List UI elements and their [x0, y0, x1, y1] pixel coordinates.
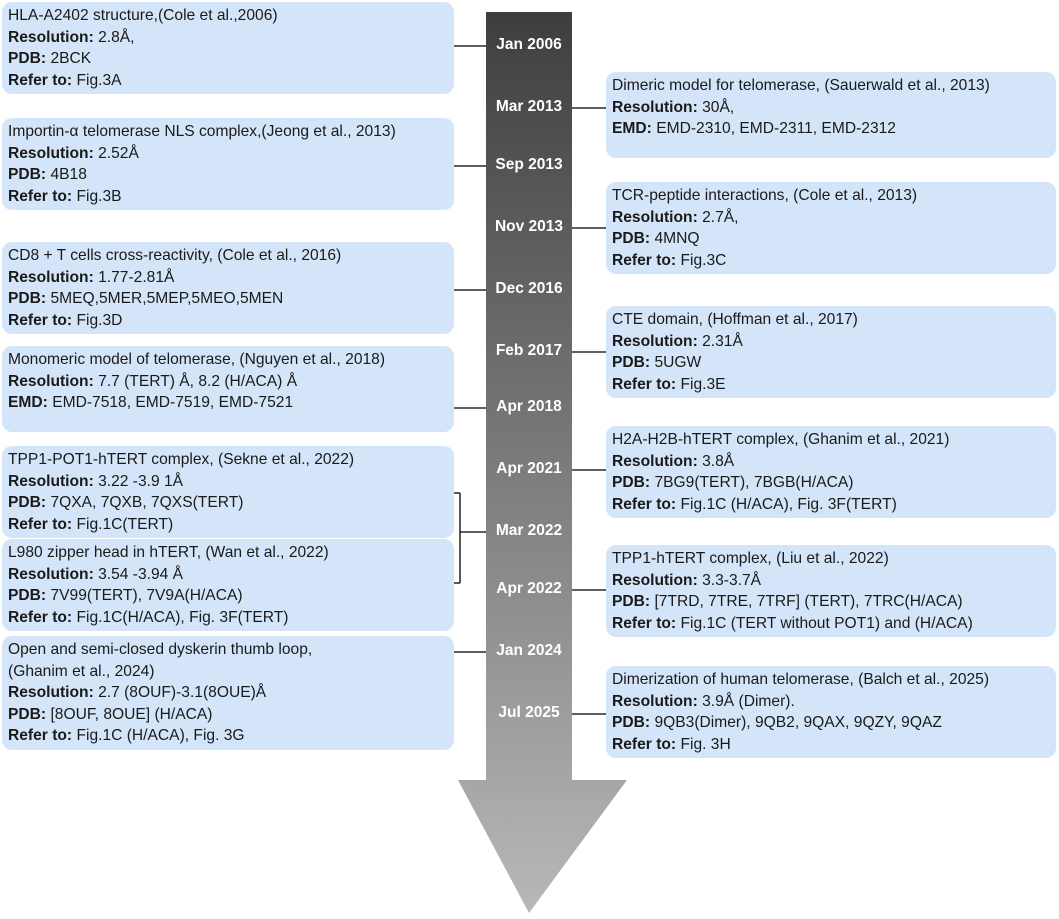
field-value: 1.77-2.81Å [93, 268, 175, 286]
field-label: Resolution: [8, 372, 94, 390]
field-label: Refer to: [8, 727, 73, 744]
field-value: 3.22 -3.9 1Å [93, 472, 184, 490]
entry-title: Importin-α telomerase NLS complex,(Jeong et al., 2013) [8, 123, 396, 140]
field-label: PDB: [8, 705, 47, 723]
entry-field [612, 118, 1048, 140]
entry-box-cte-domain [606, 306, 1056, 398]
date-label: Feb 2017 [495, 342, 563, 359]
field-value: Fig.3B [72, 187, 122, 205]
entry-field [8, 514, 446, 536]
entry-field [612, 228, 1048, 250]
entry-title: H2A-H2B-hTERT complex, (Ghanim et al., 2021) [612, 431, 950, 448]
entry-box-importin-nls [2, 118, 454, 210]
field-value: Fig. 3H [676, 735, 731, 753]
entry-title: (Ghanim et al., 2024) [8, 662, 155, 680]
entry-title: CD8 + T cells cross-reactivity, (Cole et al., 2016) [8, 247, 342, 264]
field-label: Resolution: [612, 452, 698, 470]
field-label: PDB: [8, 494, 47, 511]
field-value: Fig.1C (H/ACA), Fig. 3G [72, 727, 245, 744]
entry-field [8, 371, 446, 393]
field-value: 5UGW [650, 354, 702, 371]
entry-title: TCR-peptide interactions, (Cole et al., 2013) [612, 187, 918, 204]
entry-title: Monomeric model of telomerase, (Nguyen et al., 2018) [8, 351, 386, 368]
field-value: Fig.1C(TERT) [72, 515, 174, 533]
field-label: Refer to: [8, 187, 73, 205]
field-label: PDB: [612, 714, 651, 731]
entry-title: L980 zipper head in hTERT, (Wan et al., 2022) [8, 544, 329, 561]
field-label: Resolution: [612, 692, 698, 710]
entry-field [8, 310, 446, 332]
date-label: Apr 2018 [496, 398, 562, 415]
field-label: Refer to: [8, 515, 73, 533]
entry-field [612, 207, 1048, 229]
entry-field [8, 704, 446, 726]
entry-field [8, 27, 446, 49]
entry-box-tpp1-htert [606, 545, 1056, 637]
field-value: 2.31Å [697, 332, 743, 350]
entry-field [612, 97, 1048, 119]
field-label: PDB: [8, 290, 47, 307]
entry-field [8, 164, 446, 186]
field-value: 7V99(TERT), 7V9A(H/ACA) [46, 587, 243, 604]
field-label: Resolution: [8, 565, 94, 583]
entry-field [8, 682, 446, 704]
date-label: Apr 2021 [496, 460, 562, 477]
entry-field [8, 186, 446, 208]
entry-field [612, 250, 1048, 272]
field-label: Resolution: [612, 98, 698, 116]
field-value: 7.7 (TERT) Å, 8.2 (H/ACA) Å [93, 372, 298, 390]
date-label: Mar 2013 [495, 98, 563, 115]
entry-box-tcr-peptide [606, 182, 1056, 274]
entry-field [612, 331, 1048, 353]
field-label: PDB: [8, 50, 47, 67]
field-label: PDB: [612, 354, 651, 371]
entry-field [8, 70, 446, 92]
entry-title: CTE domain, (Hoffman et al., 2017) [612, 311, 858, 328]
field-label: Resolution: [8, 144, 94, 162]
field-label: Resolution: [8, 268, 94, 286]
entry-field [8, 725, 446, 747]
date-label: Jan 2024 [496, 642, 562, 659]
entry-field [612, 613, 1048, 635]
field-value: Fig.1C(H/ACA), Fig. 3F(TERT) [72, 608, 289, 626]
field-label: Resolution: [612, 571, 698, 589]
entry-box-hla-a2402 [2, 2, 454, 94]
field-label: Refer to: [8, 71, 73, 89]
field-label: Resolution: [612, 208, 698, 226]
field-value: 3.9Å (Dimer). [697, 692, 795, 710]
entry-field [612, 451, 1048, 473]
entry-field [8, 492, 446, 514]
field-label: PDB: [8, 587, 47, 604]
field-label: Refer to: [612, 375, 677, 393]
entry-title: TPP1-hTERT complex, (Liu et al., 2022) [612, 550, 889, 567]
field-value: 3.8Å [697, 452, 735, 470]
date-label: Nov 2013 [494, 218, 564, 235]
field-label: PDB: [8, 166, 47, 183]
entry-box-monomeric-model [2, 346, 454, 432]
entry-field [612, 591, 1048, 613]
field-label: PDB: [612, 230, 651, 247]
entry-field [8, 471, 446, 493]
field-value: Fig.3D [72, 311, 123, 329]
field-value: Fig.1C (TERT without POT1) and (H/ACA) [676, 614, 973, 632]
entry-field [8, 392, 446, 414]
field-value: 2.7 (8OUF)-3.1(8OUE)Å [93, 684, 267, 701]
field-label: Resolution: [612, 332, 698, 350]
field-value: [7TRD, 7TRE, 7TRF] (TERT), 7TRC(H/ACA) [650, 593, 963, 610]
field-value: 3.3-3.7Å [697, 571, 762, 589]
entry-field [8, 267, 446, 289]
entry-box-dyskerin-thumb [2, 636, 454, 750]
entry-title: Dimerization of human telomerase, (Balch et al., 2025) [612, 671, 990, 688]
field-value: EMD-2310, EMD-2311, EMD-2312 [651, 120, 896, 137]
field-label: PDB: [612, 593, 651, 610]
field-value: Fig.3E [676, 375, 726, 393]
field-label: Refer to: [612, 251, 677, 269]
entry-box-h2a-h2b-htert [606, 426, 1056, 518]
entry-title: HLA-A2402 structure,(Cole et al.,2006) [8, 7, 278, 24]
date-label: Apr 2022 [496, 580, 562, 597]
field-label: EMD: [8, 394, 48, 411]
entry-field [8, 607, 446, 629]
field-value: Fig.3A [72, 71, 122, 89]
entry-box-tpp1-pot1-htert [2, 446, 454, 538]
entry-box-dimeric-model [606, 72, 1056, 158]
entry-field [612, 712, 1048, 734]
field-label: Resolution: [8, 28, 94, 46]
field-value: Fig.1C (H/ACA), Fig. 3F(TERT) [676, 495, 897, 513]
entry-field [612, 494, 1048, 516]
field-value: 7BG9(TERT), 7BGB(H/ACA) [650, 474, 854, 491]
date-label: Sep 2013 [495, 156, 563, 173]
field-value: 4B18 [46, 166, 87, 183]
field-label: Refer to: [612, 495, 677, 513]
entry-title: Open and semi-closed dyskerin thumb loop, [8, 641, 313, 658]
entry-field [612, 472, 1048, 494]
field-value: 2BCK [46, 50, 92, 67]
field-value: 3.54 -3.94 Å [93, 565, 184, 583]
entry-field [612, 570, 1048, 592]
field-value: 5MEQ,5MER,5MEP,5MEO,5MEN [46, 290, 284, 307]
field-label: Resolution: [8, 472, 94, 490]
field-label: Refer to: [8, 311, 73, 329]
date-label: Mar 2022 [495, 522, 563, 539]
entry-field [612, 352, 1048, 374]
field-label: Refer to: [8, 608, 73, 626]
field-value: [8OUF, 8OUE] (H/ACA) [46, 705, 213, 723]
date-label: Dec 2016 [495, 280, 563, 297]
field-value: 9QB3(Dimer), 9QB2, 9QAX, 9QZY, 9QAZ [650, 714, 942, 731]
entry-box-cd8-tcells [2, 242, 454, 334]
entry-field [8, 585, 446, 607]
field-label: PDB: [612, 474, 651, 491]
field-value: Fig.3C [676, 251, 727, 269]
field-value: 4MNQ [650, 230, 700, 247]
field-value: 2.52Å [93, 144, 139, 162]
date-label: Jul 2025 [498, 704, 560, 721]
entry-title: Dimeric model for telomerase, (Sauerwald et al., 2013) [612, 77, 990, 94]
entry-box-l980-zipper [2, 539, 454, 631]
field-value: 2.7Å, [697, 208, 739, 226]
entry-title: TPP1-POT1-hTERT complex, (Sekne et al., 2022) [8, 451, 355, 468]
entry-field [612, 734, 1048, 756]
field-label: EMD: [612, 120, 652, 137]
field-label: Resolution: [8, 684, 94, 701]
field-value: 2.8Å, [93, 28, 135, 46]
entry-field [612, 691, 1048, 713]
entry-field [8, 143, 446, 165]
field-label: Refer to: [612, 735, 677, 753]
field-value: 7QXA, 7QXB, 7QXS(TERT) [46, 494, 244, 511]
field-value: 30Å, [697, 98, 735, 116]
entry-field [8, 288, 446, 310]
entry-field [8, 564, 446, 586]
entry-field [612, 374, 1048, 396]
entry-field [8, 48, 446, 70]
field-label: Refer to: [612, 614, 677, 632]
field-value: EMD-7518, EMD-7519, EMD-7521 [47, 394, 294, 411]
entry-box-dimerization [606, 666, 1056, 758]
date-label: Jan 2006 [496, 36, 562, 53]
